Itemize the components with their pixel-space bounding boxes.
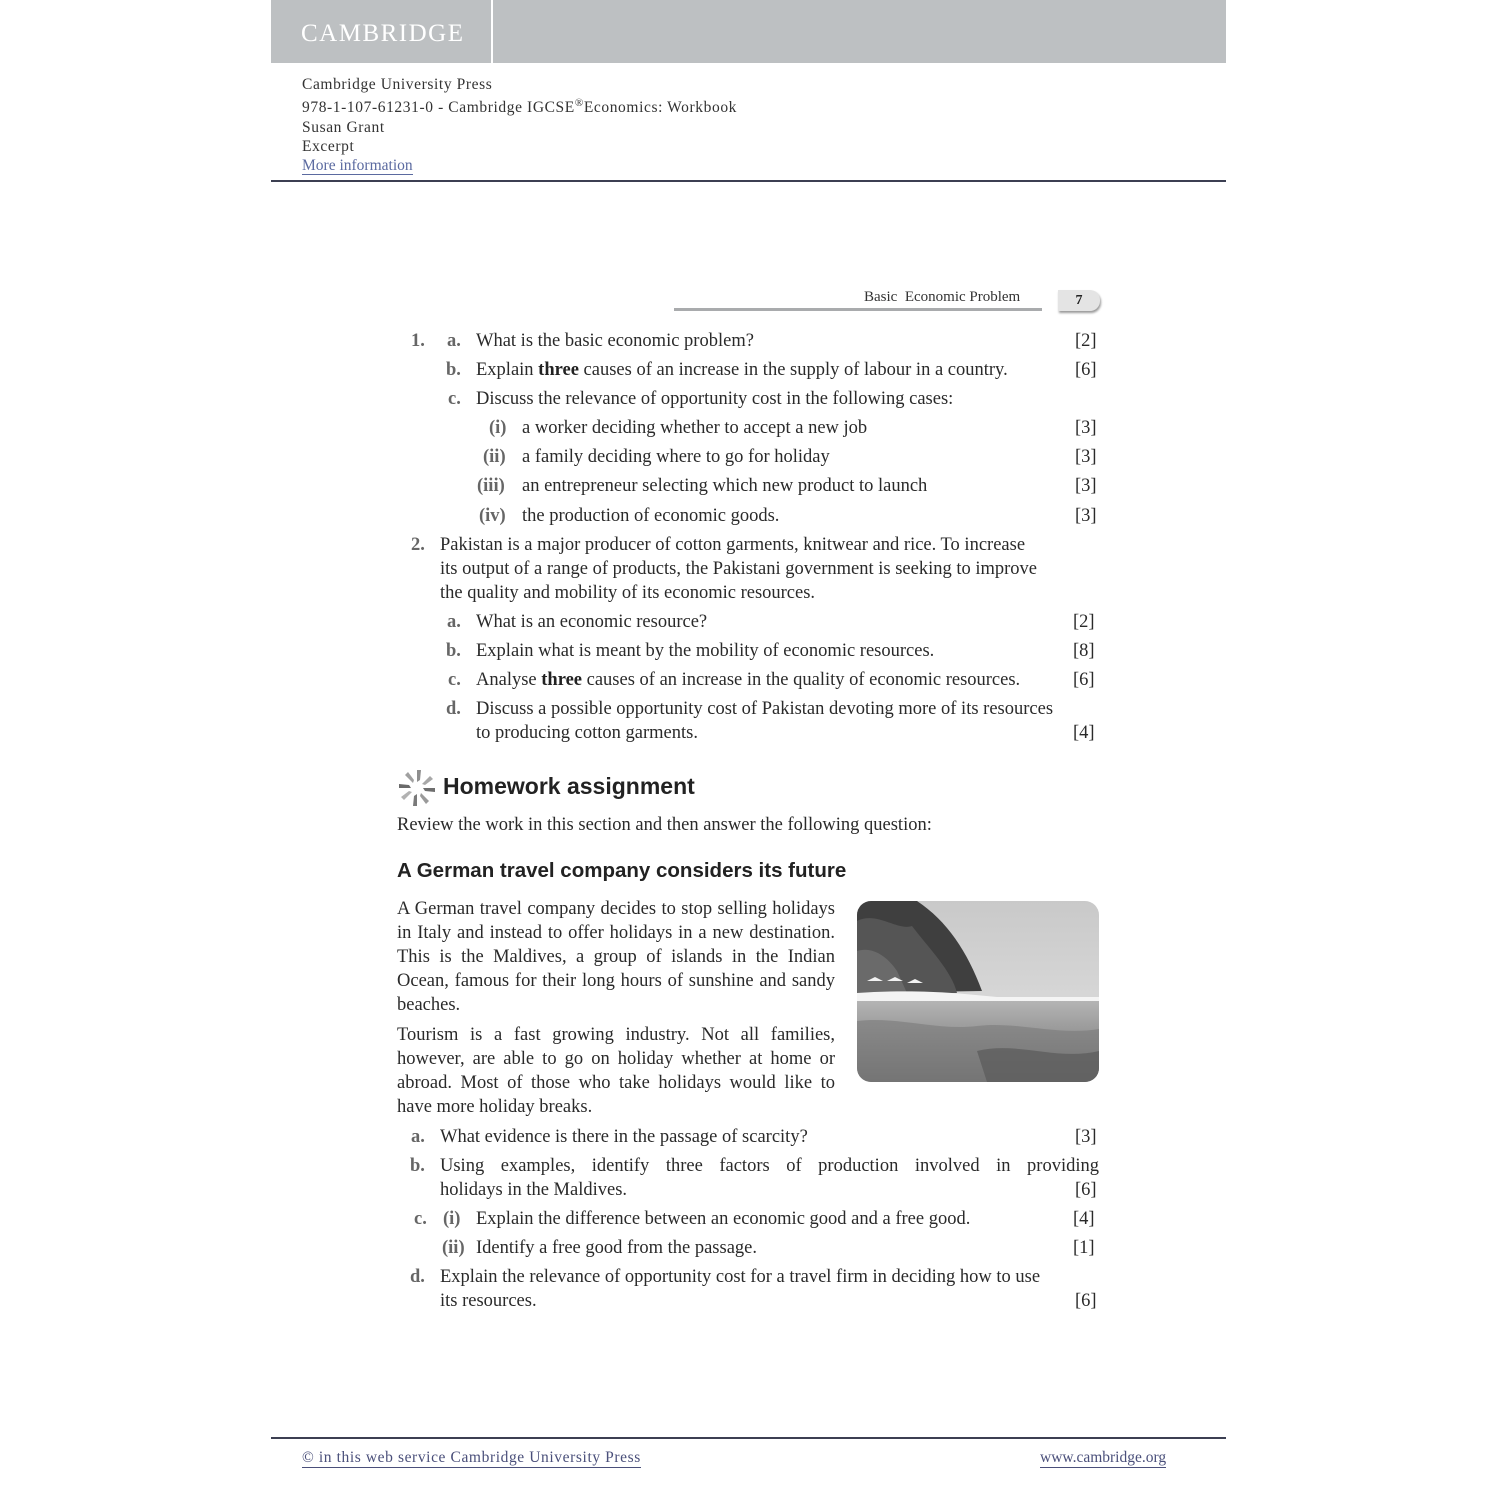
more-information-link[interactable]: More information [302,156,413,174]
hw-qc-ii-label: (ii) [442,1238,465,1258]
q1c-iii-mark: [3] [1075,476,1097,496]
q2-intro-line2: its output of a range of products, the Pakistani government is seeking to improve [440,559,1038,579]
hw-qa-mark: [3] [1075,1127,1097,1147]
q1c-iv-text: the production of economic goods. [522,506,780,526]
q1c-i-label: (i) [489,418,507,438]
q1b-mark: [6] [1075,360,1097,380]
hw-qb-mark: [6] [1075,1180,1097,1200]
q2a-text: What is an economic resource? [476,612,708,632]
homework-gear-icon [397,768,437,808]
q2-number: 2. [411,535,425,555]
q2b-mark: [8] [1073,641,1095,661]
hw-qc-ii-mark: [1] [1073,1238,1095,1258]
q1c-text: Discuss the relevance of opportunity cost in the following cases: [476,389,954,409]
q1c-ii-text: a family deciding where to go for holiday [522,447,830,467]
q2a-mark: [2] [1073,612,1095,632]
hw-qc-ii-text: Identify a free good from the passage. [476,1238,757,1258]
hw-qd-label: d. [410,1267,425,1287]
q1a-text: What is the basic economic problem? [476,331,754,351]
hw-qc-i-text: Explain the difference between an economic good and a free good. [476,1209,971,1229]
hw-qb-line2: holidays in the Maldives. [440,1180,628,1200]
q1c-iii-label: (iii) [477,476,505,496]
q1b-label: b. [446,360,461,380]
cambridge-url-link[interactable]: www.cambridge.org [1040,1449,1167,1466]
author: Susan Grant [302,118,385,136]
q2d-mark: [4] [1073,723,1095,743]
q2c-label: c. [448,670,461,690]
copyright-link[interactable]: © in this web service Cambridge University Press [302,1449,641,1466]
q1b-text: Explain three causes of an increase in the supply of labour in a country. [476,360,1008,380]
q1c-iii-text: an entrepreneur selecting which new product to launch [522,476,928,496]
q2-intro-line1: Pakistan is a major producer of cotton garments, knitwear and rice. To increase [440,535,1026,555]
case-paragraph-1: A German travel company decides to stop selling holidays in Italy and instead to offer holidays in a new destination. This is the Maldives, a group of islands in the Indian Ocean, famous for their long hours of sunshine and sandy beaches. [397,899,835,1015]
q1c-ii-mark: [3] [1075,447,1097,467]
q2c-text: Analyse three causes of an increase in the quality of economic resources. [476,670,1021,690]
hw-qa-text: What evidence is there in the passage of scarcity? [440,1127,808,1147]
q1c-i-text: a worker deciding whether to accept a new job [522,418,868,438]
q2c-mark: [6] [1073,670,1095,690]
q2a-label: a. [447,612,461,632]
homework-title: Homework assignment [443,773,695,799]
q1c-ii-label: (ii) [483,447,506,467]
cambridge-logo: CAMBRIDGE [301,20,465,47]
q1-number: 1. [411,331,425,351]
brand-bar [271,0,1226,63]
q1a-label: a. [447,331,461,351]
header-divider [491,0,493,63]
hw-qc-i-label: (i) [443,1209,461,1229]
hw-qc-i-mark: [4] [1073,1209,1095,1229]
isbn-title: 978-1-107-61231-0 - Cambridge IGCSE®Economics: Workbook [302,97,738,117]
q1c-label: c. [448,389,461,409]
excerpt-label: Excerpt [302,137,355,155]
homework-instruction: Review the work in this section and then answer the following question: [397,815,932,835]
hw-qa-label: a. [411,1127,425,1147]
running-head-title: Basic Economic Problem [864,289,1021,305]
case-paragraph-2: Tourism is a fast growing industry. Not all families, however, are able to go on holiday whether at home or abroad. Most of those who take holidays would like to have more holiday breaks. [397,1025,835,1117]
q2b-text: Explain what is meant by the mobility of economic resources. [476,641,935,661]
hw-qd-line1: Explain the relevance of opportunity cost for a travel firm in deciding how to use [440,1267,1041,1287]
hw-qb-label: b. [410,1156,425,1176]
maldives-beach-photo [857,901,1099,1082]
q1a-mark: [2] [1075,331,1097,351]
hw-qb-line1: Using examples, identify three factors of production involved in providing [440,1156,1099,1176]
publisher: Cambridge University Press [302,76,493,93]
q1c-iv-mark: [3] [1075,506,1097,526]
q2d-line2: to producing cotton garments. [476,723,698,743]
running-head-rule [674,308,1042,311]
q2d-label: d. [446,699,461,719]
hw-qd-mark: [6] [1075,1291,1097,1311]
q1c-iv-label: (iv) [479,506,506,526]
footer-rule [271,1437,1226,1439]
hw-qd-line2: its resources. [440,1291,537,1311]
q1c-i-mark: [3] [1075,418,1097,438]
q2-intro-line3: the quality and mobility of its economic resources. [440,583,816,603]
q2b-label: b. [446,641,461,661]
header-rule [271,180,1226,182]
hw-qc-label: c. [414,1209,427,1229]
page-number: 7 [1058,290,1100,311]
book-meta [302,75,737,175]
q2d-line1: Discuss a possible opportunity cost of Pakistan devoting more of its resources [476,699,1054,719]
case-study-title: A German travel company considers its future [397,859,847,882]
